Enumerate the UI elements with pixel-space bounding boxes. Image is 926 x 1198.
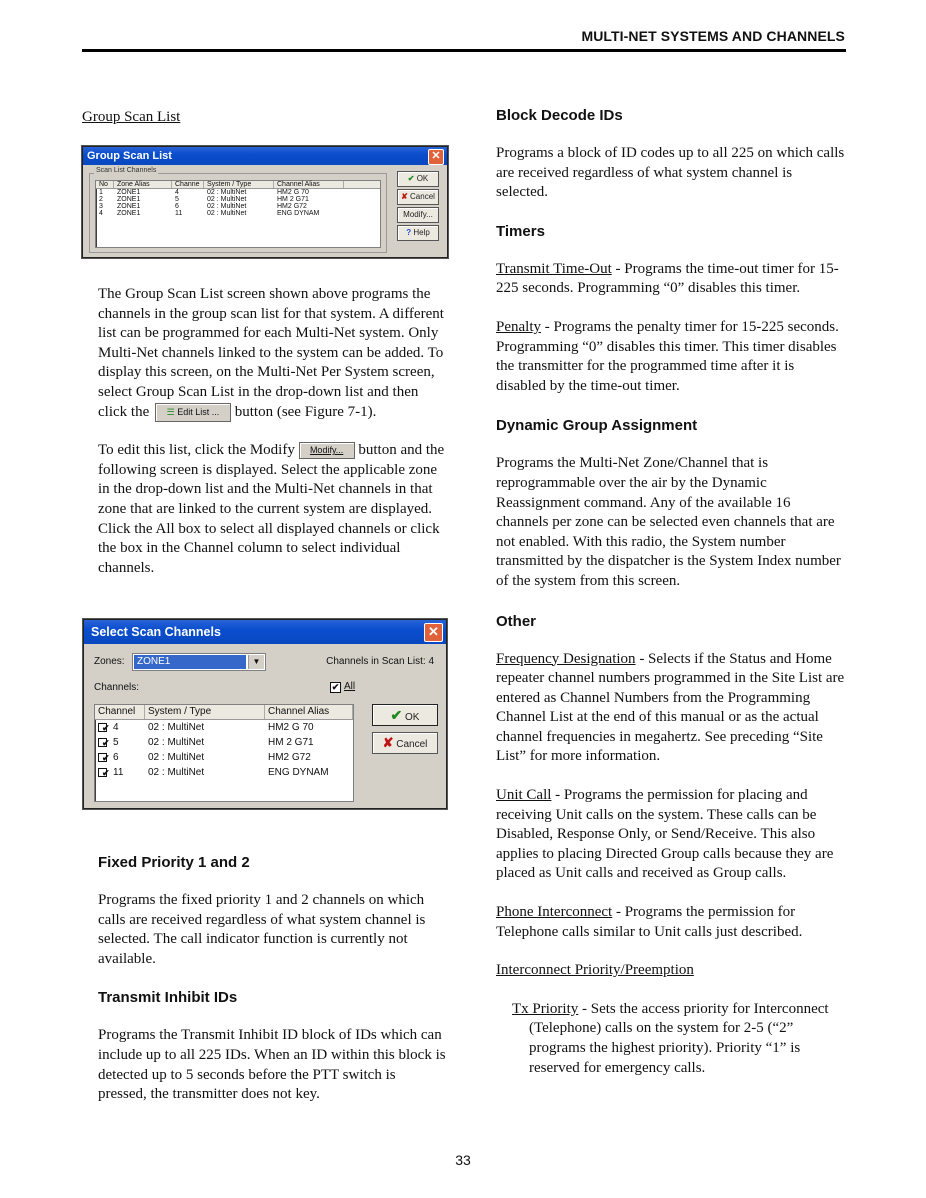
channels-in-scan-list xyxy=(326,656,434,667)
cell: 02 : MultiNet xyxy=(207,189,247,196)
other-heading: Other xyxy=(496,612,537,630)
dialog-titlebar xyxy=(84,620,446,644)
paragraph-text: - Selects if the Status and Home repeater channel numbers programmed in the Site List are entered as Channel Numbers from the Programming Channel List at the end of this manual or as the actual channel frequencies in megahertz. See preceding “Site List” for more information. xyxy=(496,650,845,765)
table-row[interactable] xyxy=(95,735,353,750)
term: Penalty xyxy=(496,318,541,335)
scan-list-table[interactable] xyxy=(95,180,381,248)
col-system-type[interactable]: System / Type xyxy=(145,705,265,719)
cancel-button[interactable] xyxy=(372,732,438,754)
groupbox-label: Scan List Channels xyxy=(96,167,157,174)
cell: 02 : MultiNet xyxy=(148,737,205,748)
transmit-inhibit-heading: Transmit Inhibit IDs xyxy=(98,989,238,1007)
term: Phone Interconnect xyxy=(496,904,613,921)
cell: 6 xyxy=(113,752,119,763)
ok-label: OK xyxy=(416,174,429,183)
paragraph-text: - Programs the permission for Telephone calls similar to Unit calls just described. xyxy=(496,904,803,940)
zones-dropdown[interactable] xyxy=(132,653,266,671)
table-row[interactable] xyxy=(95,750,353,765)
paragraph-text: - Programs the penalty timer for 15-225 seconds. Programming “0” disables this timer. This timer disables the transmitter for the programmed time after it is disabled by the time-out timer. xyxy=(496,318,839,394)
dga-heading: Dynamic Group Assignment xyxy=(496,417,698,435)
cell: 02 : MultiNet xyxy=(148,722,205,733)
cell: ZONE1 xyxy=(117,210,141,217)
table-header xyxy=(95,705,353,720)
channels-table[interactable] xyxy=(94,704,354,802)
channels-in-scan-list-count: 4 xyxy=(428,656,434,667)
table-row[interactable] xyxy=(96,189,380,196)
term: Unit Call xyxy=(496,787,552,804)
scan-list-groupbox xyxy=(89,167,387,253)
col-channel[interactable]: Channe xyxy=(172,181,204,188)
checkmark-icon: ✔ xyxy=(407,174,415,183)
cell: 02 : MultiNet xyxy=(207,203,247,210)
cell: 4 xyxy=(99,210,103,217)
paragraph-text: - Programs the permission for placing and receiving Unit calls on the system. These calls can be Disabled, Response Only, or Send/Receive. This also applies to placing Directed Group calls because they are placed as Unit calls and received as Group calls. xyxy=(496,787,834,882)
edit-list-paragraph xyxy=(98,441,446,578)
page-number: 33 xyxy=(455,1152,471,1168)
cell: 4 xyxy=(175,189,179,196)
cell: 11 xyxy=(175,210,183,217)
table-row[interactable] xyxy=(96,196,380,203)
group-scan-list-dialog xyxy=(82,146,448,258)
ok-label: OK xyxy=(405,712,420,723)
cancel-label: Cancel xyxy=(410,192,435,201)
cell: ZONE1 xyxy=(117,203,141,210)
dialog-title: Group Scan List xyxy=(87,150,172,162)
fixed-priority-heading: Fixed Priority 1 and 2 xyxy=(98,854,250,871)
checkbox-checked-icon: ✔ xyxy=(331,682,340,692)
col-channel-alias[interactable]: Channel Alias xyxy=(265,705,353,719)
cell: 1 xyxy=(99,189,103,196)
cell: 2 xyxy=(99,196,103,203)
cell: 11 xyxy=(113,767,124,778)
list-icon: ☰ xyxy=(166,406,175,417)
term: Transmit Time-Out xyxy=(496,260,612,277)
modify-button[interactable] xyxy=(397,207,439,223)
cell: HM2 G 70 xyxy=(277,189,309,196)
close-icon[interactable]: ✕ xyxy=(428,149,444,165)
checkbox-checked-icon[interactable]: ✔ xyxy=(98,738,107,747)
all-checkbox[interactable] xyxy=(330,681,355,693)
help-label: Help xyxy=(413,228,430,237)
select-scan-channels-dialog xyxy=(83,619,447,809)
term: Frequency Designation xyxy=(496,650,636,667)
fixed-priority-text: Programs the fixed priority 1 and 2 channels on which calls are received regardless of what system channel is selected. The call indicator function is currently not available. xyxy=(98,892,426,967)
cell: 6 xyxy=(175,203,179,210)
close-icon[interactable]: ✕ xyxy=(424,623,443,642)
cell: ZONE1 xyxy=(117,196,141,203)
block-decode-heading: Block Decode IDs xyxy=(496,107,623,124)
question-icon: ? xyxy=(406,228,412,237)
cell: 5 xyxy=(175,196,179,203)
channels-label: Channels: xyxy=(94,682,140,693)
col-no[interactable]: No xyxy=(96,181,114,188)
group-scan-paragraph xyxy=(98,285,446,422)
col-channel[interactable]: Channel xyxy=(95,705,145,719)
cell: ENG DYNAM xyxy=(268,767,329,778)
chevron-down-icon[interactable]: ▼ xyxy=(248,655,264,669)
paragraph-text: - Sets the access priority for Interconnect (Telephone) calls on the system for 2-5 (“2” programs the highest priority). Priority “1” is reserved for emergency calls. xyxy=(529,1000,829,1076)
cell: 5 xyxy=(113,737,119,748)
table-row[interactable] xyxy=(95,720,353,735)
modify-label: Modify... xyxy=(403,210,433,219)
header-rule xyxy=(82,49,846,52)
cell: 02 : MultiNet xyxy=(148,767,205,778)
paragraph-text: To edit this list, click the Modify xyxy=(98,442,295,459)
col-zone-alias[interactable]: Zone Alias xyxy=(114,181,172,188)
table-row[interactable] xyxy=(95,765,353,780)
checkbox-checked-icon[interactable]: ✔ xyxy=(98,768,107,777)
all-label: All xyxy=(344,681,356,692)
unit-call-paragraph xyxy=(496,786,846,884)
cell: 3 xyxy=(99,203,103,210)
x-icon: ✘ xyxy=(382,735,394,750)
ok-button[interactable] xyxy=(372,704,438,726)
cell: HM 2 G71 xyxy=(268,737,314,748)
table-header xyxy=(96,181,380,189)
table-row[interactable] xyxy=(96,210,380,217)
cell: 4 xyxy=(113,722,119,733)
x-icon: ✘ xyxy=(401,192,408,201)
checkbox-checked-icon[interactable]: ✔ xyxy=(98,723,107,732)
penalty-paragraph xyxy=(496,318,846,396)
timers-heading: Timers xyxy=(496,222,545,240)
edit-list-button[interactable] xyxy=(155,403,231,422)
zones-selected-value: ZONE1 xyxy=(134,655,246,669)
page-header-title: MULTI-NET SYSTEMS AND CHANNELS xyxy=(581,28,845,44)
paragraph-text: button (see Figure 7-1). xyxy=(234,403,377,420)
cancel-button[interactable] xyxy=(397,189,439,205)
cell: HM2 G 70 xyxy=(268,722,314,733)
checkbox-checked-icon[interactable]: ✔ xyxy=(98,753,107,762)
col-channel-alias[interactable]: Channel Alias xyxy=(274,181,344,188)
channels-in-scan-list-label: Channels in Scan List: xyxy=(326,656,426,667)
modify-inline-button[interactable] xyxy=(299,442,355,459)
cell: HM2 G72 xyxy=(268,752,311,763)
cell: 02 : MultiNet xyxy=(207,210,247,217)
ok-button[interactable] xyxy=(397,171,439,187)
dialog-titlebar xyxy=(83,147,447,165)
zones-label: Zones: xyxy=(94,656,125,667)
cell: ZONE1 xyxy=(117,189,141,196)
cell: 02 : MultiNet xyxy=(207,196,247,203)
table-row[interactable] xyxy=(96,203,380,210)
col-system-type[interactable]: System / Type xyxy=(204,181,274,188)
group-scan-list-heading: Group Scan List xyxy=(82,109,181,125)
interconnect-priority-heading: Interconnect Priority/Preemption xyxy=(496,962,694,979)
checkmark-icon: ✔ xyxy=(390,707,403,723)
edit-list-label: Edit List ... xyxy=(177,406,220,417)
help-button[interactable] xyxy=(397,225,439,241)
dga-text: Programs the Multi-Net Zone/Channel that is reprogrammable over the air by the Dynamic Reassignment command. Any of the available 16 channels per zone can be selected even channels that are not enabled. With this radio, the System number transmitted by the dispatcher is the System Index number of the system from this screen. xyxy=(496,455,841,589)
block-decode-text: Programs a block of ID codes up to all 225 on which calls are received regardless of what system channel is selected. xyxy=(496,145,845,201)
phone-interconnect-paragraph xyxy=(496,903,846,942)
paragraph-text: button and the following screen is displayed. Select the applicable zone in the drop-down list and the Multi-Net channels in that zone that are linked to the current system are displayed. Click the All box to select all displayed channels or click the box in the Channel column to select individual channels. xyxy=(98,442,445,576)
cell: HM2 G72 xyxy=(277,203,307,210)
cell: 02 : MultiNet xyxy=(148,752,205,763)
paragraph-text: The Group Scan List screen shown above programs the channels in the group scan list for that system. A different list can be programmed for each Multi-Net system. Only Multi-Net channels linked to the system can be added. To display this screen, on the Multi-Net Per System screen, select Group Scan List in the drop-down list and then click the xyxy=(98,286,444,420)
transmit-inhibit-text: Programs the Transmit Inhibit ID block of IDs which can include up to all 225 IDs. When an ID within this block is detected up to 5 seconds before the PTT switch is pressed, the transmitter does not key. xyxy=(98,1027,446,1103)
term: Tx Priority xyxy=(512,1000,579,1017)
cell: ENG DYNAM xyxy=(277,210,320,217)
dialog-title: Select Scan Channels xyxy=(91,625,221,639)
frequency-designation-paragraph xyxy=(496,650,846,768)
paragraph-text: - Programs the time-out timer for 15-225 seconds. Programming “0” disables this timer. xyxy=(496,260,839,297)
transmit-timeout-paragraph xyxy=(496,260,846,299)
tx-priority-paragraph xyxy=(496,1000,846,1078)
cell: HM 2 G71 xyxy=(277,196,309,203)
modify-label: Modify... xyxy=(309,445,344,456)
cancel-label: Cancel xyxy=(396,739,428,750)
